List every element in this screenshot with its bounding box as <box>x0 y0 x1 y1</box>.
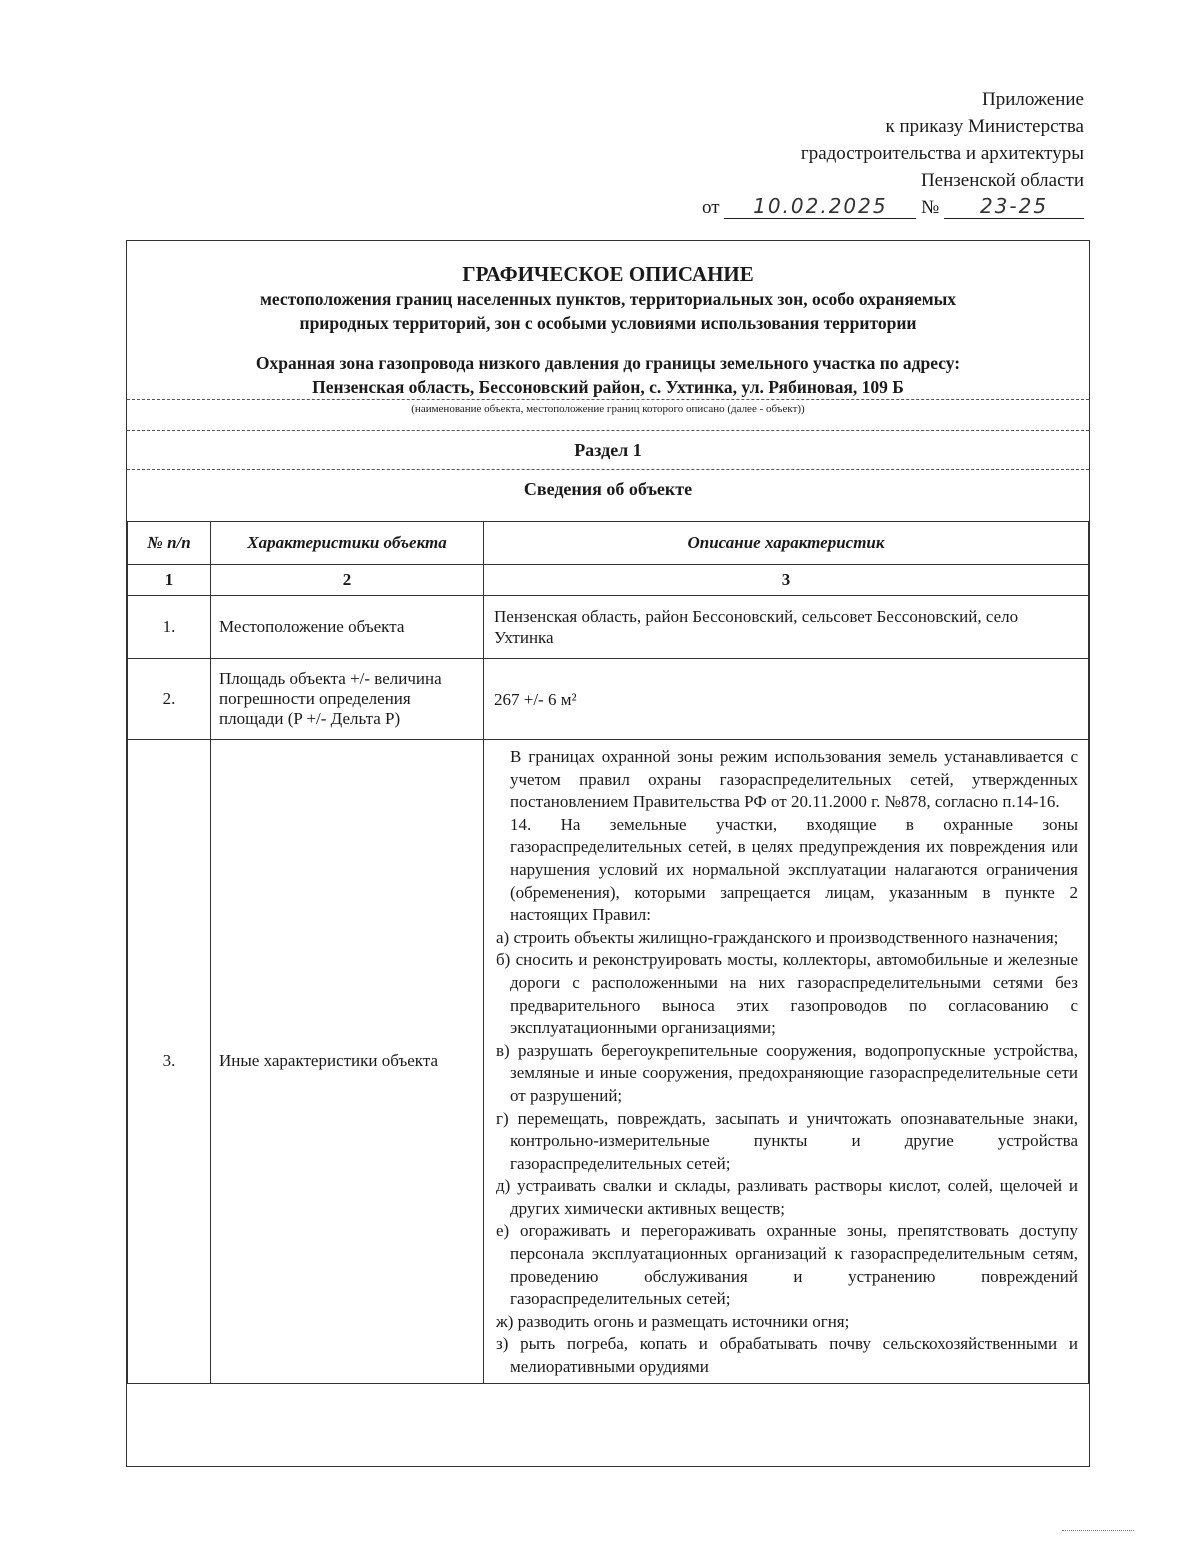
column-header-characteristic: Характеристики объекта <box>211 522 484 565</box>
table-row <box>128 740 1089 1384</box>
list-item: а) строить объекты жилищно-гражданского и производственного назначения; <box>496 927 1059 947</box>
table-header-row <box>128 522 1089 565</box>
appendix-ministry-line: градостроительства и архитектуры <box>800 143 1084 164</box>
row-characteristic: Площадь объекта +/- величина погрешности определения площади (P +/- Дельта P) <box>211 659 484 740</box>
object-name-line-1: Охранная зона газопровода низкого давления до границы земельного участка по адресу: <box>255 353 961 373</box>
row-characteristic: Иные характеристики объекта <box>211 740 484 1384</box>
paragraph: 14. На земельные участки, входящие в охранные зоны газораспределительных сетей, в целях предупреждения их повреждения или нарушения условий их нормальной эксплуатации налагаются ограничения (обременения), которыми запрещается лицам, указанным в пункте 2 настоящих Правил: <box>510 814 1078 925</box>
list-item: г) перемещать, повреждать, засыпать и уничтожать опознавательные знаки, контрольно-измерительные пункты и другие устройства газораспределительных сетей; <box>496 1108 1078 1173</box>
number-label: № <box>921 197 940 218</box>
object-name-line-2: Пензенская область, Бессоновский район, с. Ухтинка, ул. Рябиновая, 109 Б <box>312 377 904 397</box>
row-characteristic: Местоположение объекта <box>211 596 484 659</box>
object-info-table <box>127 521 1089 1384</box>
document-frame <box>126 240 1090 1467</box>
section-subtitle: Сведения об объекте <box>523 479 693 499</box>
table-row <box>128 659 1089 740</box>
row-number: 3. <box>128 740 211 1384</box>
index-cell-2: 2 <box>211 565 484 596</box>
object-note: (наименование объекта, местоположение границ которого описано (далее - объект)) <box>411 403 805 415</box>
table-index-row <box>128 565 1089 596</box>
list-item: е) огораживать и перегораживать охранные зоны, препятствовать доступу персонала эксплуатационных организаций к газораспределительным сетям, проведению обслуживания и устранению повреждений газораспределительных сетей; <box>496 1221 1078 1309</box>
row-description: 267 +/- 6 м² <box>484 659 1089 740</box>
list-item: д) устраивать свалки и склады, разливать растворы кислот, солей, щелочей и других химически активных веществ; <box>496 1176 1078 1218</box>
document-title: ГРАФИЧЕСКОЕ ОПИСАНИЕ <box>462 262 754 286</box>
document-header <box>127 261 1089 399</box>
order-number-handwritten: 23-25 <box>944 194 1084 219</box>
section-title: Раздел 1 <box>574 440 642 460</box>
document-subtitle-2: природных территорий, зон с особыми условиями использования территории <box>299 313 917 333</box>
row-number: 2. <box>128 659 211 740</box>
list-item: в) разрушать берегоукрепительные сооружения, водопропускные устройства, земляные и иные сооружения, предохраняющие газораспределительные сети от разрушений; <box>496 1040 1078 1105</box>
object-underline <box>127 399 1089 400</box>
appendix-title: Приложение <box>982 89 1084 110</box>
appendix-region-line: Пензенской области <box>920 170 1084 191</box>
index-cell-3: 3 <box>484 565 1089 596</box>
document-subtitle-1: местоположения границ населенных пунктов, территориальных зон, особо охраняемых <box>259 289 957 309</box>
list-item: ж) разводить огонь и размещать источники огня; <box>496 1311 850 1331</box>
column-header-num: № п/п <box>128 522 211 565</box>
appendix-block <box>664 86 1084 221</box>
appendix-date-row <box>664 194 1084 221</box>
row-number: 1. <box>128 596 211 659</box>
from-label: от <box>702 197 720 218</box>
index-cell-1: 1 <box>128 565 211 596</box>
order-date-handwritten: 10.02.2025 <box>724 194 916 219</box>
paragraph: В границах охранной зоны режим использования земель устанавливается с учетом правил охраны газораспределительных сетей, утвержденных постановлением Правительства РФ от 20.11.2000 г. №878, согласно п.14-16. <box>510 747 1078 812</box>
appendix-order-line: к приказу Министерства <box>885 116 1084 137</box>
column-header-description: Описание характеристик <box>484 522 1089 565</box>
list-item: б) сносить и реконструировать мосты, коллекторы, автомобильные и железные дороги с расположенными на них газораспределительными сетями без предварительного выноса этих газопроводов по согласованию с эксплуатационными организациями; <box>496 950 1078 1038</box>
list-item: з) рыть погреба, копать и обрабатывать почву сельскохозяйственными и мелиоративными орудиями <box>496 1334 1078 1377</box>
row-description: Пензенская область, район Бессоновский, сельсовет Бессоновский, село Ухтинка <box>484 596 1089 659</box>
row-description-long <box>484 740 1089 1384</box>
footer-dots <box>1062 1530 1134 1531</box>
table-row <box>128 596 1089 659</box>
